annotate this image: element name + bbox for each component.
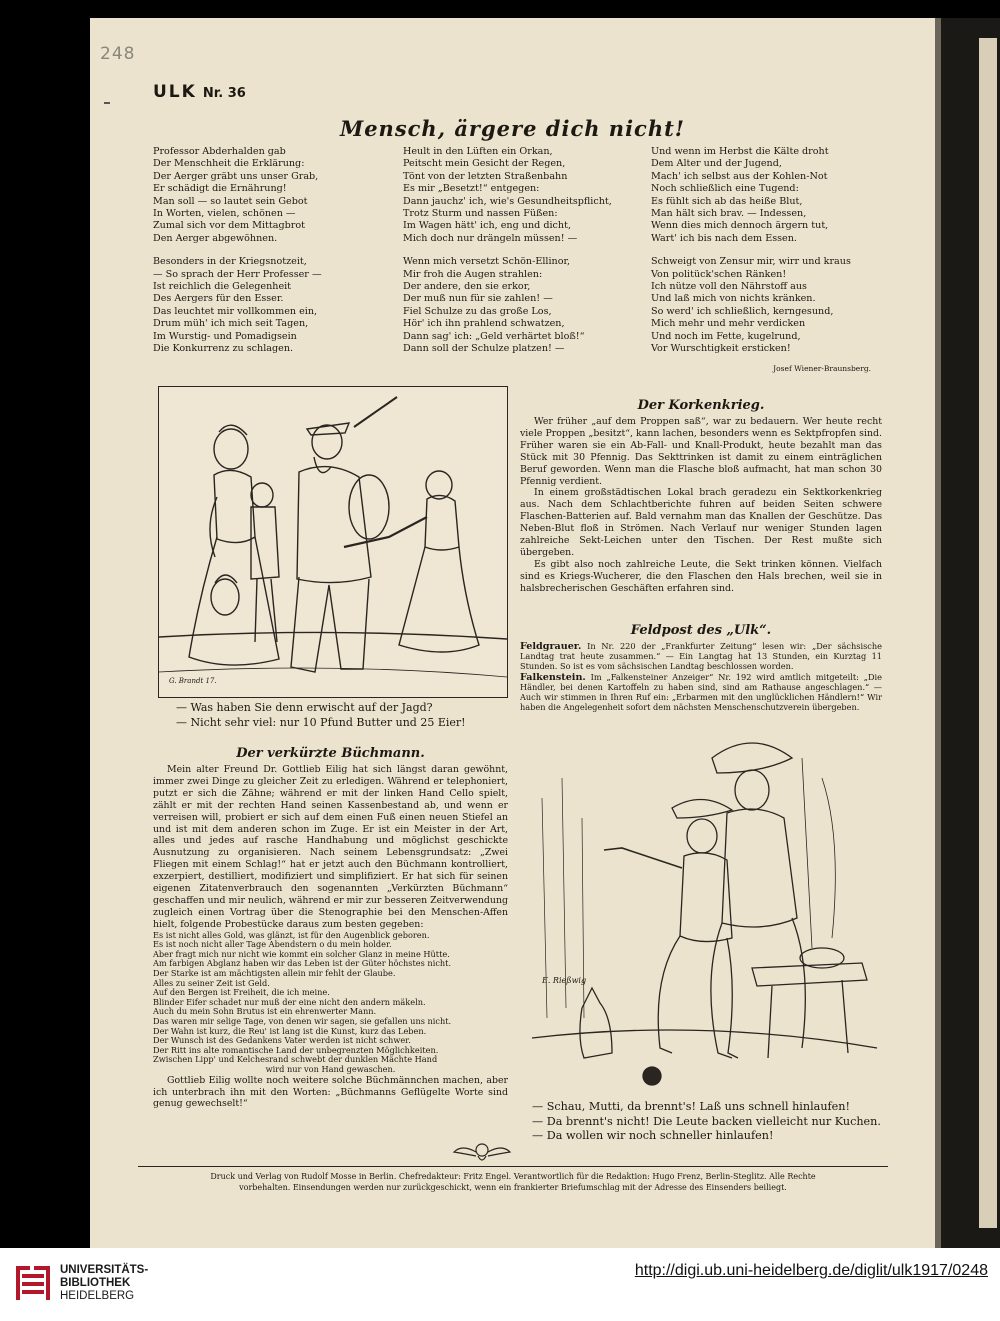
issue-number: Nr. 36 bbox=[202, 86, 246, 101]
library-name-line: UNIVERSITÄTS- bbox=[60, 1264, 149, 1276]
verse-line: Trotz Sturm und nassen Füßen: bbox=[403, 208, 558, 220]
verse-line: Mach' ich selbst aus der Kohlen-Not bbox=[651, 170, 828, 182]
verse-line: Dann soll der Schulze platzen! — bbox=[403, 343, 565, 355]
verse-line: Der andere, den sie erkor, bbox=[403, 281, 531, 293]
paragraph: Wer früher „auf dem Proppen saß“, war zu bedauern. Wer heute recht viele Proppen „besitzt“, kann lachen, besonders wenn es Sektpfropfen sind. Früher waren sie ein Ab-Fall- und Knall-Produkt, heute bezahlt man das Stück mit 30 Pfennig. Das Sekttrinken ist damit zu einem einträglichen Beruf geworden. Wenn man die Flasche bloß aufmacht, hat man schon 30 Pfennig verdient. bbox=[520, 416, 882, 487]
imprint-line: Druck und Verlag von Rudolf Mosse in Berlin. Chefredakteur: Fritz Engel. Verantwortlich für die Redaktion: Hugo Frenz, Berlin-Steglitz. Alle Rechte bbox=[210, 1172, 816, 1181]
feldpost-item bbox=[520, 673, 882, 712]
poem-column-3 bbox=[651, 146, 851, 367]
cherub-vignette-icon bbox=[452, 1140, 512, 1166]
verse-line: Und noch im Fette, kugelrund, bbox=[651, 330, 801, 342]
feldpost-recipient: Falkenstein. bbox=[520, 672, 586, 684]
stanza bbox=[651, 146, 851, 245]
buechmann-quotes bbox=[153, 931, 508, 1075]
verse-line: Er schädigt die Ernährung! bbox=[153, 183, 287, 195]
quote-line: Der Ritt ins alte romantische Land der unbegrenzten Möglichkeiten. bbox=[153, 1044, 439, 1055]
verse-line: Ist reichlich die Gelegenheit bbox=[153, 281, 292, 293]
verse-line: Mich doch nur drängeln müssen! — bbox=[403, 232, 578, 244]
quote-line: Auf den Bergen ist Freiheit, die ich meine. bbox=[153, 987, 330, 998]
mother-daughter-cartoon bbox=[522, 718, 884, 1098]
verse-line: Und wenn im Herbst die Kälte droht bbox=[651, 146, 829, 157]
verse-line: Dem Alter und der Jugend, bbox=[651, 158, 782, 170]
feldpost-text bbox=[520, 642, 882, 715]
buechmann-title: Der verkürzte Büchmann. bbox=[236, 746, 425, 761]
verse-line: Der Aerger gräbt uns unser Grab, bbox=[153, 170, 319, 182]
imprint-footer bbox=[138, 1166, 888, 1193]
scanned-page bbox=[90, 18, 935, 1248]
verse-line: Heult in den Lüften ein Orkan, bbox=[403, 146, 553, 157]
verse-line: Besonders in der Kriegsnotzeit, bbox=[153, 256, 307, 268]
verse-line: Dann sag' ich: „Geld verhärtet bloß!“ bbox=[403, 330, 585, 342]
feldpost-recipient: Feldgrauer. bbox=[520, 641, 582, 652]
permalink[interactable]: http://digi.ub.uni-heidelberg.de/diglit/ulk1917/0248 bbox=[634, 1262, 988, 1279]
verse-line: Fiel Schulze zu das große Los, bbox=[403, 305, 552, 317]
library-name-line: HEIDELBERG bbox=[60, 1290, 135, 1302]
next-page-edge bbox=[979, 38, 997, 1228]
verse-line: Zumal sich vor dem Mittagbrot bbox=[153, 220, 305, 232]
library-name-line: BIBLIOTHEK bbox=[60, 1277, 131, 1289]
hunting-illustration bbox=[159, 387, 507, 697]
poem-title: Mensch, ärgere dich nicht! bbox=[339, 116, 686, 141]
verse-line: Mich mehr und mehr verdicken bbox=[651, 318, 806, 330]
magazine-title: ULK bbox=[153, 82, 197, 102]
stanza bbox=[403, 146, 612, 245]
verse-line: Hör' ich ihn prahlend schwatzen, bbox=[403, 318, 565, 330]
artist-signature: E. Rießwig bbox=[542, 976, 587, 985]
stanza bbox=[153, 146, 322, 245]
verse-line: Es mir „Besetzt!“ entgegen: bbox=[403, 183, 540, 195]
library-name[interactable] bbox=[60, 1264, 148, 1303]
verse-line: Es fühlt sich ab das heiße Blut, bbox=[651, 195, 803, 207]
verse-line: In Worten, vielen, schönen — bbox=[153, 208, 296, 220]
library-bar bbox=[0, 1248, 1000, 1321]
paragraph: In einem großstädtischen Lokal brach geradezu ein Sektkorkenkrieg aus. Nach dem Schlachtberichte fuhren auf beiden Seiten schwere Flaschen-Batterien auf. Bald vernahm man das Knallen der Geschütze. Das Neben-Blut floß in Strömen. Nach Verlauf nur weniger Stunden lagen zahlreiche Sekt-Leichen unter den Tischen. Der Rest mußte sich übergeben. bbox=[520, 487, 882, 558]
poem-column-2 bbox=[403, 146, 612, 367]
hunting-caption bbox=[176, 700, 466, 730]
verse-line: Der Menschheit die Erklärung: bbox=[153, 158, 305, 170]
verse-line: Drum müh' ich mich seit Tagen, bbox=[153, 318, 309, 330]
verse-line: — So sprach der Herr Professer — bbox=[153, 268, 322, 280]
caption-line: — Da wollen wir noch schneller hinlaufen! bbox=[532, 1129, 774, 1142]
poem-author: Josef Wiener-Braunsberg. bbox=[773, 364, 871, 373]
imprint-line: vorbehalten. Einsendungen werden nur zurückgeschickt, wenn ein frankierter Briefumschlag mit der Adresse des Einsenders beiliegt. bbox=[239, 1183, 787, 1192]
quote-line: Es ist noch nicht aller Tage Abendstern o du mein holder. bbox=[153, 939, 392, 950]
caption-line: — Schau, Mutti, da brennt's! Laß uns schnell hinlaufen! bbox=[532, 1100, 850, 1113]
verse-line: Dann jauchz' ich, wie's Gesundheitspflicht, bbox=[403, 195, 612, 207]
quote-line: Der Wahn ist kurz, die Reu' ist lang ist die Kunst, kurz das Leben. bbox=[153, 1025, 427, 1036]
verse-line: Noch schließlich eine Tugend: bbox=[651, 183, 799, 195]
quote-line: Es ist nicht alles Gold, was glänzt, ist für den Augenblick geboren. bbox=[153, 929, 430, 940]
verse-line: Wenn dies mich dennoch ärgern tut, bbox=[651, 220, 829, 232]
binding-edge bbox=[935, 18, 941, 1248]
feldpost-reply: In Nr. 220 der „Frankfurter Zeitung“ lesen wir: „Der sächsische Landtag trat heute zusammen.“ — Ein Langtag hat 13 Stunden, ein Kurztag 11 Stunden. So ist es vom sächsischen Landtag beschlossen worden. bbox=[520, 641, 882, 671]
caption-line: — Nicht sehr viel: nur 10 Pfund Butter und 25 Eier! bbox=[176, 716, 466, 729]
paragraph: Es gibt also noch zahlreiche Leute, die Sekt trinken können. Vielfach sind es Kriegs-Wucherer, die den Flaschen den Hals brechen, weil sie in halsbrecherischen Geschäften erfahren sind. bbox=[520, 558, 882, 594]
verse-line: Vor Wurschtigkeit ersticken! bbox=[651, 343, 791, 355]
korkenkrieg-text bbox=[520, 416, 882, 595]
buechmann-outro: Gottlieb Eilig wollte noch weitere solche Büchmännchen machen, aber ich unterbrach ihn mit den Worten: „Büchmanns Geflügelte Worte sind genug gewechselt!“ bbox=[153, 1074, 508, 1110]
verse-line: Von politück'schen Ränken! bbox=[651, 268, 787, 280]
verse-line: Im Wagen hätt' ich, eng und dicht, bbox=[403, 220, 572, 232]
university-library-logo-icon[interactable] bbox=[12, 1258, 54, 1308]
pencil-page-number: 248 bbox=[100, 44, 136, 64]
verse-line: Und laß mich von nichts kränken. bbox=[651, 293, 816, 305]
quote-line: Auch du mein Sohn Brutus ist ein ehrenwerter Mann. bbox=[153, 1006, 377, 1017]
quote-line: Aber fragt mich nur nicht wie kommt ein solcher Glanz in meine Hütte. bbox=[153, 948, 450, 959]
verse-line: Schweigt von Zensur mir, wirr und kraus bbox=[651, 256, 851, 268]
caption-line: — Da brennt's nicht! Die Leute backen vielleicht nur Kuchen. bbox=[532, 1114, 881, 1128]
mother-daughter-illustration bbox=[522, 718, 884, 1098]
mother-daughter-caption bbox=[532, 1100, 881, 1144]
quote-line: Der Starke ist am mächtigsten allein mir fehlt der Glaube. bbox=[153, 968, 396, 979]
buechmann-text bbox=[153, 764, 508, 1110]
quote-line: Blinder Eifer schadet nur muß der eine nicht den andern mäkeln. bbox=[153, 996, 426, 1007]
korkenkrieg-title: Der Korkenkrieg. bbox=[637, 398, 765, 413]
stanza bbox=[651, 256, 851, 355]
verse-line: Man hält sich brav. — Indessen, bbox=[651, 208, 807, 220]
verse-line: Im Wurstig- und Pomadigsein bbox=[153, 330, 297, 342]
artist-signature: G. Brandt 17. bbox=[169, 677, 217, 685]
margin-mark bbox=[104, 102, 110, 104]
book-binding bbox=[935, 18, 1000, 1248]
caption-line: — Was haben Sie denn erwischt auf der Jagd? bbox=[176, 701, 433, 714]
quote-line: Am farbigen Abglanz haben wir das Leben ist der Güter höchstes nicht. bbox=[153, 958, 452, 969]
verse-line: Das leuchtet mir vollkommen ein, bbox=[153, 305, 318, 317]
verse-line: Die Konkurrenz zu schlagen. bbox=[153, 343, 294, 355]
feldpost-reply: Im „Falkensteiner Anzeiger“ Nr. 192 wird amtlich mitgeteilt: „Die Händler, bei denen Kartoffeln zu haben sind, sind am Rathause angeschlagen.“ — Auch wir stimmen in Ihren Ruf ein: „Erbarmen mit den unglücklichen Händlern!“ Wir haben die Angelegenheit sofort dem nächsten Menschenschutzverein übergeben. bbox=[520, 672, 883, 712]
verse-line: Des Aergers für den Esser. bbox=[153, 293, 284, 305]
stanza bbox=[153, 256, 322, 355]
verse-line: Professor Abderhalden gab bbox=[153, 146, 286, 157]
quote-line: Alles zu seiner Zeit ist Geld. bbox=[153, 977, 270, 988]
stanza bbox=[403, 256, 612, 355]
feldpost-item bbox=[520, 642, 882, 671]
verse-line: Peitscht mein Gesicht der Regen, bbox=[403, 158, 566, 170]
verse-line: Wart' ich bis nach dem Essen. bbox=[651, 232, 797, 244]
poem-column-1 bbox=[153, 146, 322, 367]
quote-line: Der Wunsch ist des Gedankens Vater werden ist nicht schwer. bbox=[153, 1035, 411, 1046]
quote-line: wird nur von Hand gewaschen. bbox=[265, 1064, 396, 1074]
verse-line: Der muß nun für sie zahlen! — bbox=[403, 293, 553, 305]
verse-line: Den Aerger abgewöhnen. bbox=[153, 232, 278, 244]
hunting-cartoon bbox=[158, 386, 508, 698]
magazine-header bbox=[153, 82, 246, 102]
verse-line: Ich nütze voll den Nährstoff aus bbox=[651, 281, 807, 293]
quote-line: Das waren mir selige Tage, von denen wir sagen, sie gefallen uns nicht. bbox=[153, 1016, 452, 1027]
quote-line: Zwischen Lipp' und Kelchesrand schwebt der dunklen Mächte Hand bbox=[153, 1054, 438, 1065]
verse-line: Wenn mich versetzt Schön-Ellinor, bbox=[403, 256, 571, 268]
verse-line: Man soll — so lautet sein Gebot bbox=[153, 195, 308, 207]
verse-line: Tönt von der letzten Straßenbahn bbox=[403, 170, 568, 182]
feldpost-title: Feldpost des „Ulk“. bbox=[630, 623, 772, 638]
verse-line: So werd' ich schließlich, kerngesund, bbox=[651, 305, 834, 317]
buechmann-intro: Mein alter Freund Dr. Gottlieb Eilig hat sich längst daran gewöhnt, immer zwei Dinge zu gleicher Zeit zu erledigen. Während er telephoniert, putzt er sich die Zähne; während er mit der linken Hand Cello spielt, zählt er mit der rechten Hand seinen Kassenbestand ab, und wenn er verreisen will, probiert er sich auf dem einen Fuß einen neuen Stiefel an und ist mit dem anderen schon im Zuge. Er ist ein Meister in der Art, alles und jedes auf rasche Handhabung und möglichst geschickte Ausnutzung zu organisieren. Nach seinem Lebensgrundsatz: „Zwei Fliegen mit einem Schlag!“ hat er jetzt auch den Büchmann kontrolliert, exzerpiert, destilliert, modifiziert und simplifiziert. Er hat sich für seinen eigenen Zitatenverbrauch den sogenannten „Verkürzten Büchmann“ geschaffen und mir neulich, während er mir zur besseren Zeitverwendung zugleich einen Vortrag über die Stenographie bei den Menschen-Affen hielt, folgende Probestücke daraus zum besten gegeben: bbox=[153, 764, 508, 930]
verse-line: Mir froh die Augen strahlen: bbox=[403, 268, 543, 280]
